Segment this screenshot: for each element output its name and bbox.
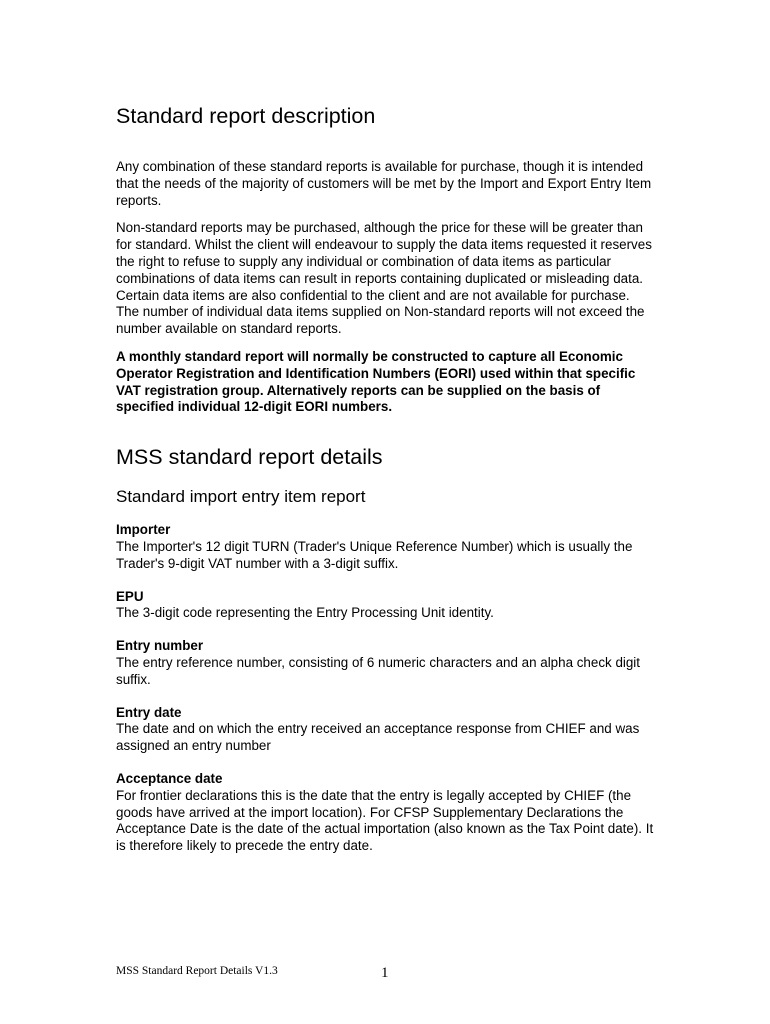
field-label: Importer [116,522,171,538]
subsection-title: Standard import entry item report [116,487,366,507]
field-description: The date and on which the entry received an acceptance response from CHIEF and was assigned an entry number [116,721,640,754]
field-description: The 3-digit code representing the Entry Processing Unit identity. [116,605,494,621]
field-description: The entry reference number, consisting of 6 numeric characters and an alpha check digit suffix. [116,654,641,687]
field-label: EPU [116,588,144,604]
field-description: For frontier declarations this is the date that the entry is legally accepted by CHIEF (the goods have arrived at the import location). For CFSP Supplementary Declarations the Acceptance Date is the date of the actual importation (also known as the Tax Point date). It is therefore likely to precede the entry date. [116,787,654,854]
field-label: Acceptance date [116,770,223,786]
page-number: 1 [381,965,389,981]
footer-text: MSS Standard Report Details V1.3 [116,965,278,977]
bold-paragraph: A monthly standard report will normally be constructed to capture all Economic Operator Registration and Identification Numbers (EORI) used within that specific VAT registration group. Alternatively reports can be supplied on the basis of specified individual 12-digit EORI numbers. [116,348,636,415]
section-title: MSS standard report details [116,445,383,470]
field-label: Entry number [116,638,204,654]
field-entry-date [116,705,656,755]
field-importer [116,522,656,572]
field-epu [116,589,656,623]
document-page [116,102,656,871]
intro-paragraph-1: Any combination of these standard reports is available for purchase, though it is intended that the needs of the majority of customers will be met by the Import and Export Entry Item reports. [116,159,652,208]
field-entry-number [116,638,656,688]
field-description: The Importer's 12 digit TURN (Trader's Unique Reference Number) which is usually the Trader's 9-digit VAT number with a 3-digit suffix. [116,538,633,571]
page-title: Standard report description [116,104,376,128]
field-acceptance-date [116,771,656,855]
field-label: Entry date [116,704,182,720]
intro-paragraph-2: Non-standard reports may be purchased, although the price for these will be greater than for standard. Whilst the client will endeavour to supply the data items requested it reserves the right to refuse to supply any individual or combination of data items as particular combinations of data items can result in reports containing duplicated or misleading data. Certain data items are also confidential to the client and are not available for purchase. The number of individual data items supplied on Non-standard reports will not exceed the number available on standard reports. [116,220,652,337]
